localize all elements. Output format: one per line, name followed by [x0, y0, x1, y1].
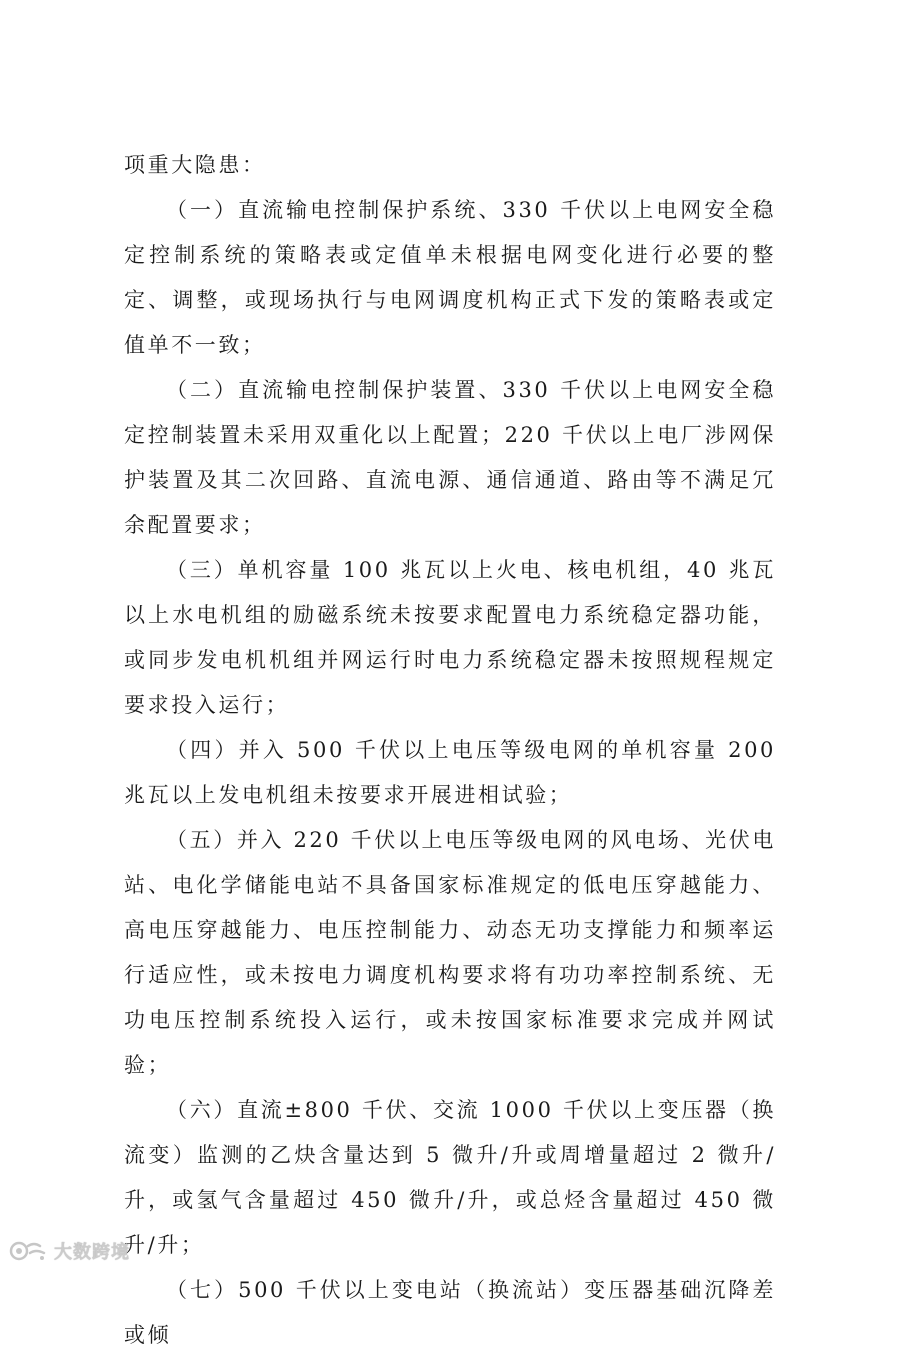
paragraph-item-7: （七）500 千伏以上变电站（换流站）变压器基础沉降差或倾 — [124, 1278, 776, 1347]
paragraph-item-2: （二）直流输电控制保护装置、330 千伏以上电网安全稳定控制装置未采用双重化以上配置；220 千伏以上电厂涉网保护装置及其二次回路、直流电源、通信通道、路由等不满足冗余配置要求； — [124, 378, 776, 537]
paragraph-item-4: （四）并入 500 千伏以上电压等级电网的单机容量 200 兆瓦以上发电机组未按要求开展进相试验； — [124, 738, 776, 807]
paragraph-item-5: （五）并入 220 千伏以上电压等级电网的风电场、光伏电站、电化学储能电站不具备国家标准规定的低电压穿越能力、高电压穿越能力、电压控制能力、动态无功支撑能力和频率运行适应性，或未按电力调度机构要求将有功功率控制系统、无功电压控制系统投入运行，或未按国家标准要求完成并网试验； — [124, 828, 776, 1077]
dashu-logo-icon — [8, 1240, 48, 1262]
paragraph-item-1: （一）直流输电控制保护系统、330 千伏以上电网安全稳定控制系统的策略表或定值单未根据电网变化进行必要的整定、调整，或现场执行与电网调度机构正式下发的策略表或定值单不一致； — [124, 198, 776, 357]
watermark-text: 大数跨境 — [54, 1242, 130, 1263]
paragraph-continuation: 项重大隐患： — [124, 153, 266, 177]
document-body — [124, 143, 776, 1358]
paragraph-item-3: （三）单机容量 100 兆瓦以上火电、核电机组，40 兆瓦以上水电机组的励磁系统未按要求配置电力系统稳定器功能，或同步发电机机组并网运行时电力系统稳定器未按照规程规定要求投入运行； — [124, 558, 776, 717]
paragraph-item-6: （六）直流±800 千伏、交流 1000 千伏以上变压器（换流变）监测的乙炔含量达到 5 微升/升或周增量超过 2 微升/升，或氢气含量超过 450 微升/升，或总烃含量超过 450 微升/升； — [124, 1098, 776, 1257]
watermark — [8, 1238, 130, 1264]
